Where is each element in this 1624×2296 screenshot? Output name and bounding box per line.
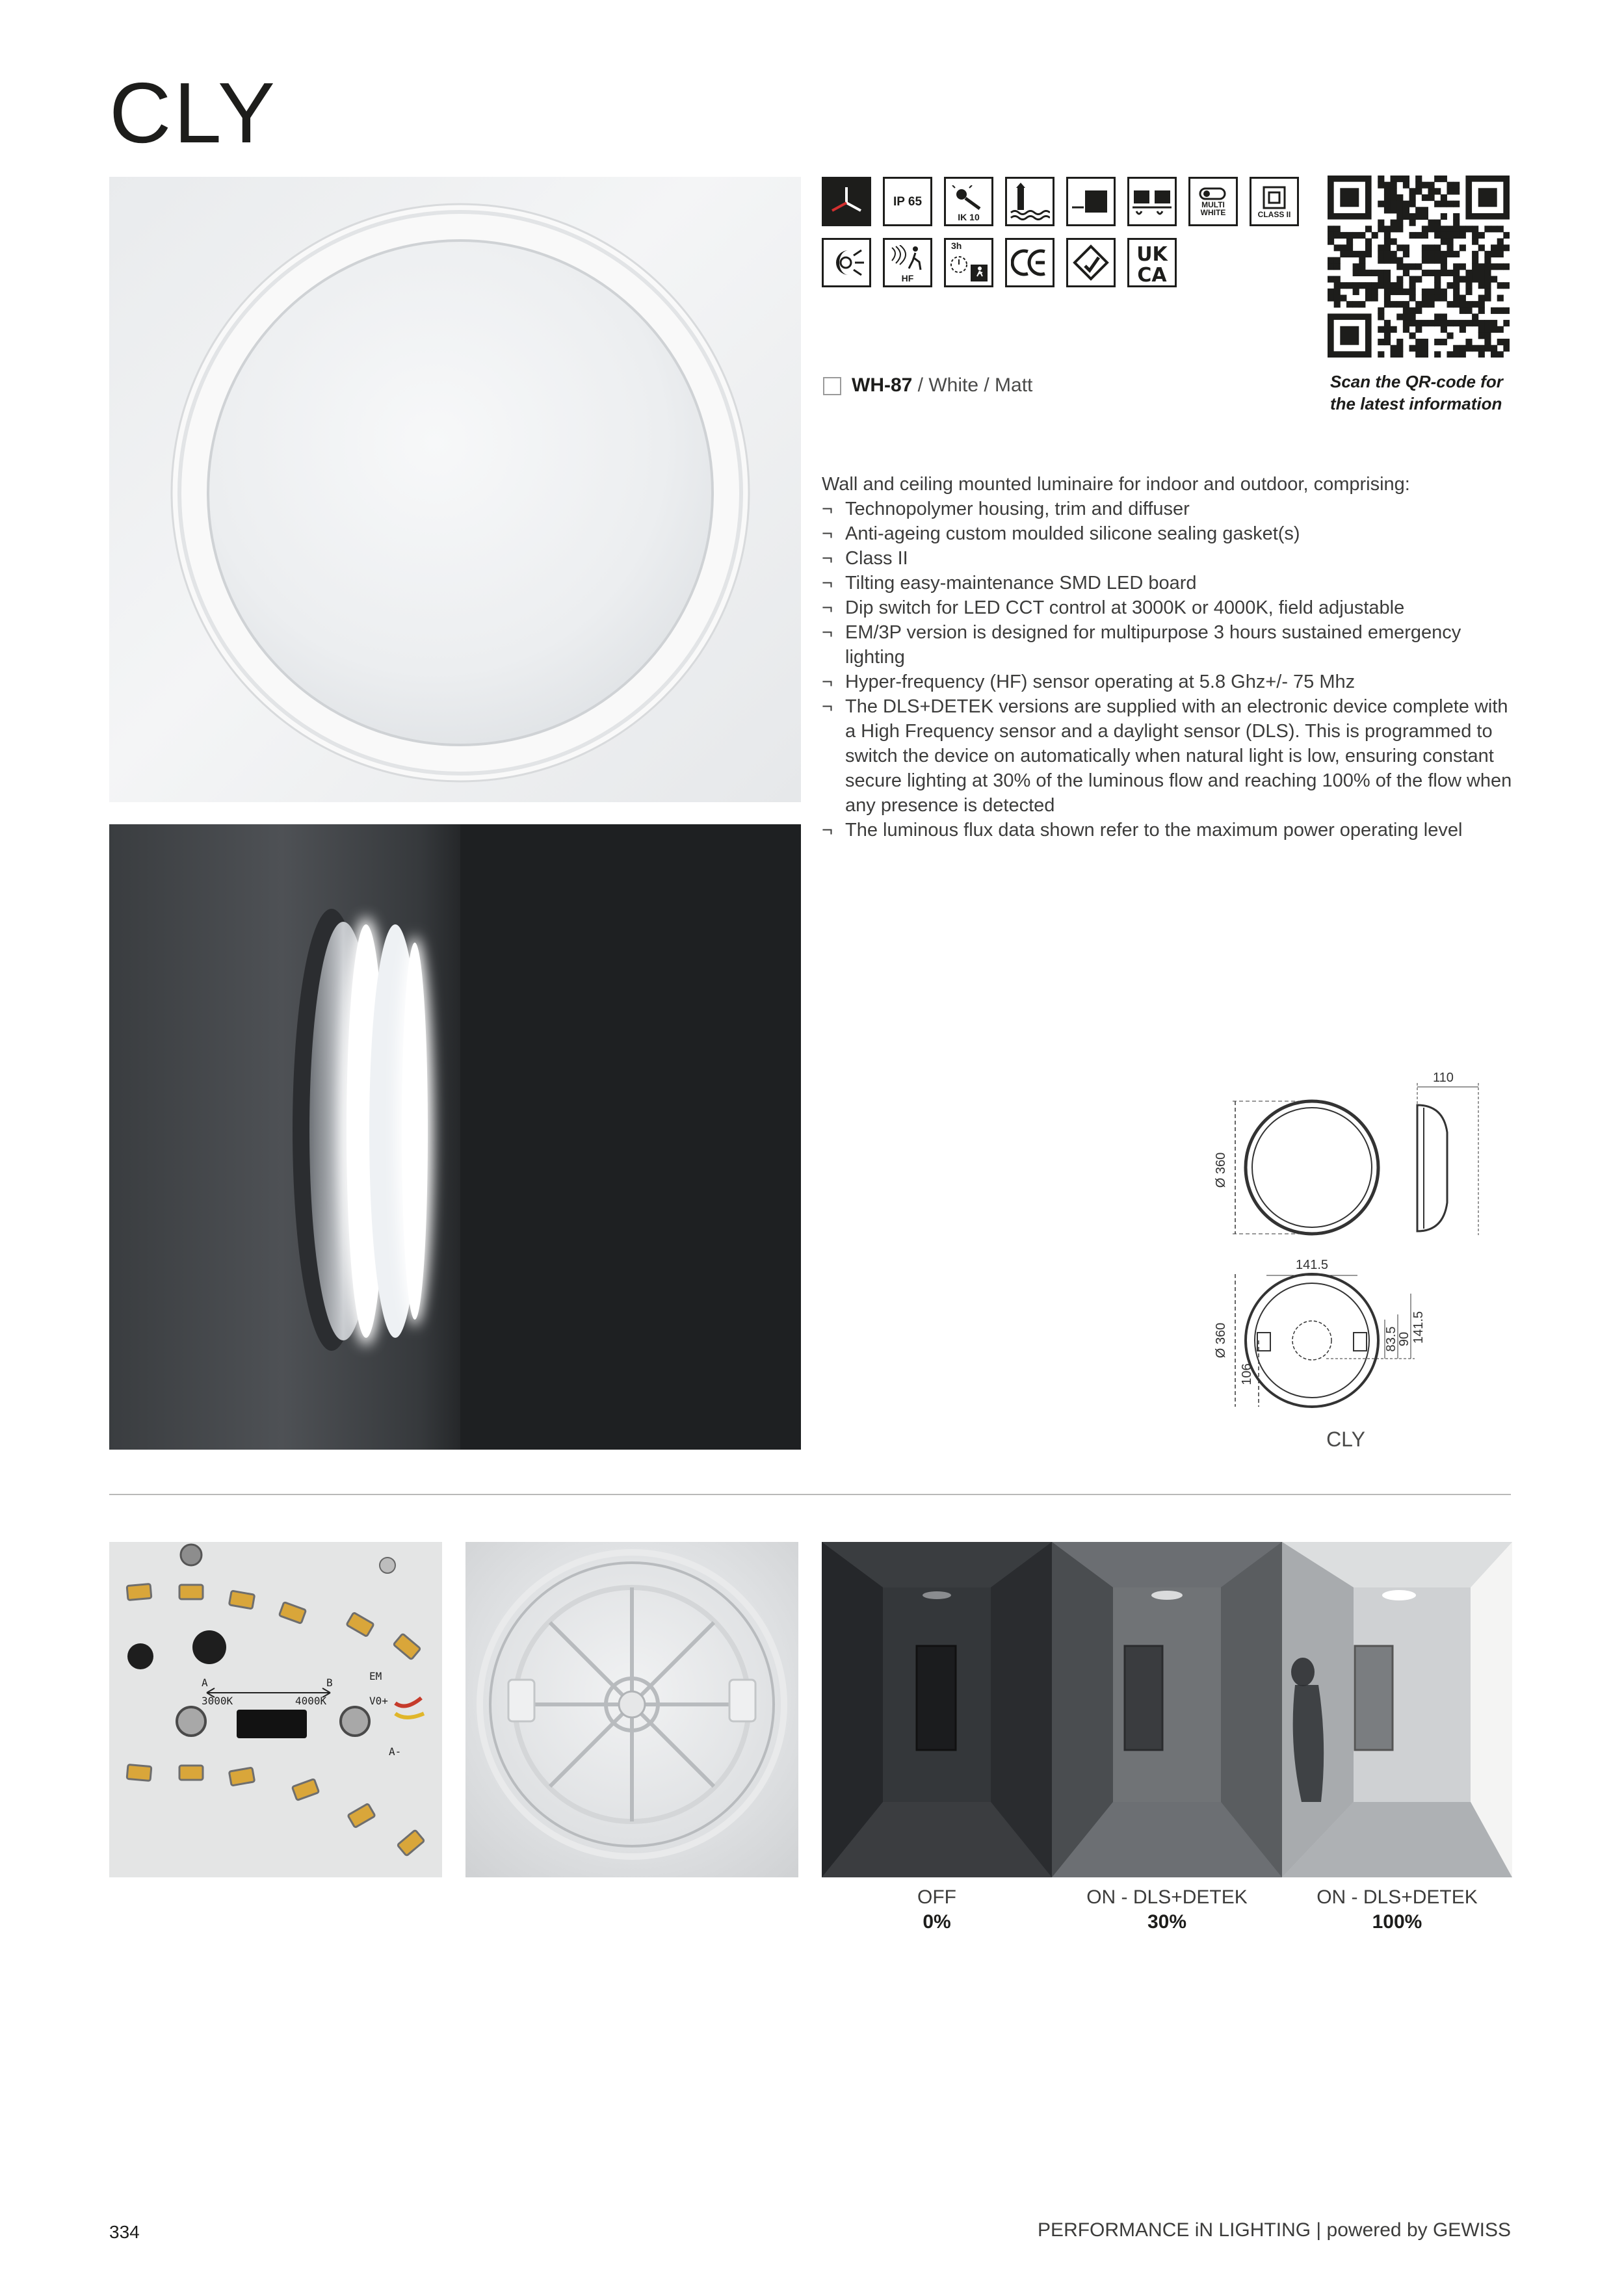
- multi-white-icon: MULTI WHITE: [1188, 177, 1238, 226]
- impact-rating-icon: IK 10: [944, 177, 993, 226]
- dim-diameter-front: Ø 360: [1214, 1152, 1228, 1188]
- finish-swatch: [823, 377, 841, 395]
- svg-text:UK: UK: [1136, 243, 1168, 266]
- board-label-a: A: [202, 1676, 208, 1689]
- section-divider: [109, 1494, 1511, 1495]
- led-board-photo: [109, 1542, 442, 1877]
- technical-drawing: [1196, 1073, 1495, 1424]
- description-intro: Wall and ceiling mounted luminaire for indoor and outdoor, comprising:: [822, 474, 1410, 495]
- finish-code: WH-87: [852, 374, 913, 396]
- list-item: ¬ EM/3P version is designed for multipurpose 3 hours sustained emergency lighting: [822, 622, 1461, 668]
- emergency-3h-icon: 3h: [944, 238, 993, 287]
- product-photo-wall: [109, 824, 801, 1450]
- scene-100-state: ON - DLS+DETEK: [1316, 1886, 1478, 1908]
- rcm-mark-icon: [1066, 238, 1116, 287]
- class-ii-icon: CLASS II: [1250, 177, 1299, 226]
- scene-30-state: ON - DLS+DETEK: [1086, 1886, 1248, 1908]
- dual-fixture-icon: [1127, 177, 1177, 226]
- board-label-b: B: [326, 1676, 333, 1689]
- list-item: ¬ The DLS+DETEK versions are supplied with an electronic device complete with a High Frequency sensor and a daylight sensor (DLS). This is programmed to switch the device on automatically when natural light is low, ensuring constant secure lighting at 30% of the luminous flow and reaching 100% of the flow when any presence is detected: [822, 696, 1512, 816]
- dim-h3: 141.5: [1411, 1311, 1426, 1344]
- list-item: ¬ Tilting easy-maintenance SMD LED board: [822, 573, 1197, 594]
- dim-h2: 90: [1397, 1331, 1411, 1347]
- finish-label: [852, 374, 1032, 397]
- board-label-v0: V0+: [369, 1695, 388, 1707]
- qr-code[interactable]: [1328, 176, 1510, 358]
- dim-depth: 110: [1433, 1073, 1454, 1085]
- board-label-aminus: A-: [389, 1745, 402, 1758]
- dim-spacing: 141.5: [1295, 1258, 1329, 1272]
- scene-off-caption: [822, 1885, 1052, 1935]
- list-item: ¬ Anti-ageing custom moulded silicone sealing gasket(s): [822, 523, 1300, 544]
- ukca-mark-icon: [1127, 238, 1177, 287]
- product-description: [822, 472, 1517, 842]
- qr-note: Scan the QR-code for the latest information: [1330, 372, 1503, 413]
- scene-30-photo: [1052, 1542, 1282, 1877]
- drawing-label: CLY: [1326, 1428, 1365, 1451]
- outdoor-coastal-icon: [1005, 177, 1054, 226]
- feature-list: [822, 497, 1517, 842]
- board-label-3000k: 3000K: [202, 1695, 233, 1707]
- dim-offset: 106: [1240, 1363, 1254, 1385]
- product-photo-front: [109, 177, 801, 802]
- board-label-4000k: 4000K: [295, 1695, 327, 1707]
- page-number: 334: [109, 2222, 140, 2242]
- list-item: ¬ Hyper-frequency (HF) sensor operating at 5.8 Ghz+/- 75 Mhz: [822, 672, 1356, 692]
- list-item: ¬ Dip switch for LED CCT control at 3000K or 4000K, field adjustable: [822, 597, 1405, 618]
- scene-30-level: 30%: [1147, 1911, 1187, 1933]
- ce-mark-icon: [1005, 238, 1054, 287]
- scene-off-level: 0%: [923, 1911, 951, 1933]
- dim-diameter-back: Ø 360: [1214, 1322, 1228, 1359]
- surface-mount-icon: [1066, 177, 1116, 226]
- footer-brand: PERFORMANCE iN LIGHTING | powered by GEWISS: [1038, 2219, 1511, 2241]
- list-item: ¬ Class II: [822, 548, 908, 569]
- dim-h1: 83.5: [1384, 1326, 1398, 1352]
- ip-rating-icon: IP 65: [883, 177, 932, 226]
- hf-sensor-icon: HF: [883, 238, 932, 287]
- scene-100-level: 100%: [1372, 1911, 1422, 1933]
- page-title: CLY: [109, 65, 278, 161]
- scene-off-state: OFF: [917, 1886, 956, 1908]
- scene-30-caption: [1052, 1885, 1282, 1935]
- list-item: ¬ Technopolymer housing, trim and diffuser: [822, 499, 1190, 519]
- list-item: ¬ The luminous flux data shown refer to the maximum power operating level: [822, 820, 1463, 841]
- board-label-em: EM: [369, 1670, 382, 1682]
- scene-100-caption: [1282, 1885, 1512, 1935]
- scene-off-photo: [822, 1542, 1052, 1877]
- svg-text:CA: CA: [1137, 264, 1167, 284]
- daylight-sensor-icon: [822, 238, 871, 287]
- scene-100-photo: [1282, 1542, 1512, 1877]
- finish-description: / White / Matt: [912, 374, 1033, 396]
- wall-ceiling-mount-icon: [822, 177, 871, 226]
- base-photo: [465, 1542, 798, 1877]
